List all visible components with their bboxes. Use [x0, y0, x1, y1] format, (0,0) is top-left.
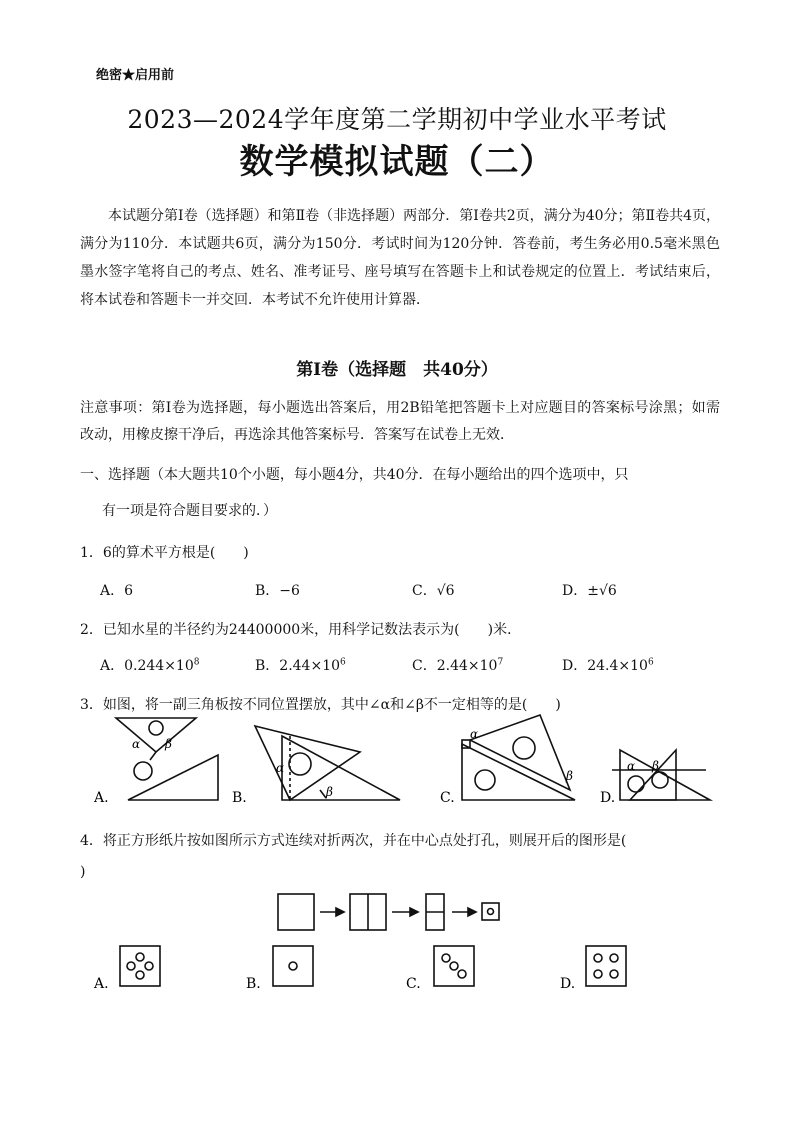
hole-a-bottom	[134, 762, 152, 780]
q4-stem-cont: )	[80, 864, 86, 880]
set-square-b-top	[255, 726, 360, 800]
q1-option-b[interactable]: B．−6	[255, 583, 300, 599]
arrow-icon	[410, 908, 418, 916]
set-square-c-top	[470, 715, 570, 790]
q4-figure-c[interactable]	[434, 946, 474, 986]
hole-a-top	[149, 721, 163, 735]
q2-option-a-base: A．0.244×10	[100, 658, 194, 674]
q3-option-a-label: A.	[94, 790, 109, 806]
q4-figure-a[interactable]	[120, 946, 160, 986]
section-heading: 第Ⅰ卷（选择题 共40分）	[296, 360, 498, 380]
hole-d-b	[652, 772, 668, 788]
q3-figure-a[interactable]	[116, 718, 218, 800]
hole-c-top	[513, 737, 535, 759]
fold-step-1	[278, 894, 314, 930]
arrow-icon	[336, 908, 344, 916]
fold-step-4	[482, 903, 499, 920]
q3-option-b-label: B.	[232, 790, 247, 806]
q3-option-c-label: C.	[440, 790, 455, 806]
q2-stem: 2．已知水星的半径约为24400000米，用科学记数法表示为( )米．	[80, 622, 522, 638]
section-notes: 注意事项：第Ⅰ卷为选择题，每小题选出答案后，用2B铅笔把答题卡上对应题目的答案标号涂黑；如需改动，用橡皮擦干净后，再选涂其他答案标号．答案写在试卷上无效．	[80, 400, 720, 443]
q3-a-beta: β	[165, 737, 172, 751]
q4-figure-d[interactable]	[586, 946, 626, 986]
q3-stem: 3．如图，将一副三角板按不同位置摆放，其中∠α和∠β不一定相等的是( )	[80, 697, 561, 713]
q3-figure-d[interactable]	[612, 750, 710, 800]
q1-option-c[interactable]: C．√6	[412, 583, 455, 599]
q1-option-d[interactable]: D．±√6	[562, 583, 617, 599]
q4-option-b-label: B.	[246, 976, 261, 992]
q4-figure-b[interactable]	[273, 946, 313, 986]
q3-b-alpha: α	[276, 761, 285, 775]
q1-stem: 1．6的算术平方根是( )	[80, 545, 249, 561]
q2-option-b-exp: 6	[340, 657, 346, 668]
q3-b-beta: β	[326, 785, 333, 799]
set-square-b-bottom	[282, 736, 400, 800]
q2-option-d-base: D．24.4×10	[562, 658, 648, 674]
q2-option-c-base: C．2.44×10	[412, 658, 498, 674]
hole-d-a	[628, 776, 644, 792]
q3-d-alpha: α	[627, 759, 636, 773]
q4-option-a-label: A.	[94, 976, 109, 992]
hole-b-top	[289, 753, 311, 775]
part-title-line2: 有一项是符合题目要求的．）	[102, 503, 277, 519]
q4-arrows	[320, 908, 476, 916]
arrow-icon	[468, 908, 476, 916]
q3-a-alpha: α	[132, 737, 141, 751]
hole-c-bottom	[475, 770, 495, 790]
q4-option-c-label: C.	[406, 976, 421, 992]
q3-figure-c[interactable]	[462, 715, 575, 800]
q2-option-a-exp: 8	[193, 657, 200, 668]
q4-option-d-label: D.	[560, 976, 576, 992]
set-square-d-a	[620, 750, 710, 800]
q3-d-beta: β	[652, 759, 659, 773]
exam-subtitle: 数学模拟试题（二）	[239, 142, 555, 182]
confidential-mark: 绝密★启用前	[96, 68, 175, 83]
q1-option-a[interactable]: A．6	[100, 583, 134, 599]
part-title-line1: 一、选择题（本大题共10个小题，每小题4分，共40分．在每小题给出的四个选项中，只	[80, 467, 629, 483]
q3-c-beta: β	[566, 769, 573, 783]
q3-option-d-label: D.	[600, 790, 616, 806]
q2-option-c-exp: 7	[497, 657, 504, 668]
q2-option-d-exp: 6	[647, 657, 654, 668]
q3-c-alpha: α	[470, 727, 479, 741]
q4-stem: 4．将正方形纸片按如图所示方式连续对折两次，并在中心点处打孔，则展开后的图形是(	[80, 833, 627, 849]
intro-paragraph: 本试题分第Ⅰ卷（选择题）和第Ⅱ卷（非选择题）两部分．第Ⅰ卷共2页，满分为40分；第Ⅱ卷共4页，满分为110分．本试题共6页，满分为150分．考试时间为120分钟．答卷前，考生务必用0.5毫米黑色墨水签字笔将自己的考点、姓名、准考证号、座号填写在答题卡上和试卷规定的位置上．考试结束后，将本试卷和答题卡一并交回．本考试不允许使用计算器．	[80, 208, 720, 308]
exam-title: 2023—2024学年度第二学期初中学业水平考试	[127, 105, 667, 134]
q2-option-b-base: B．2.44×10	[255, 658, 341, 674]
